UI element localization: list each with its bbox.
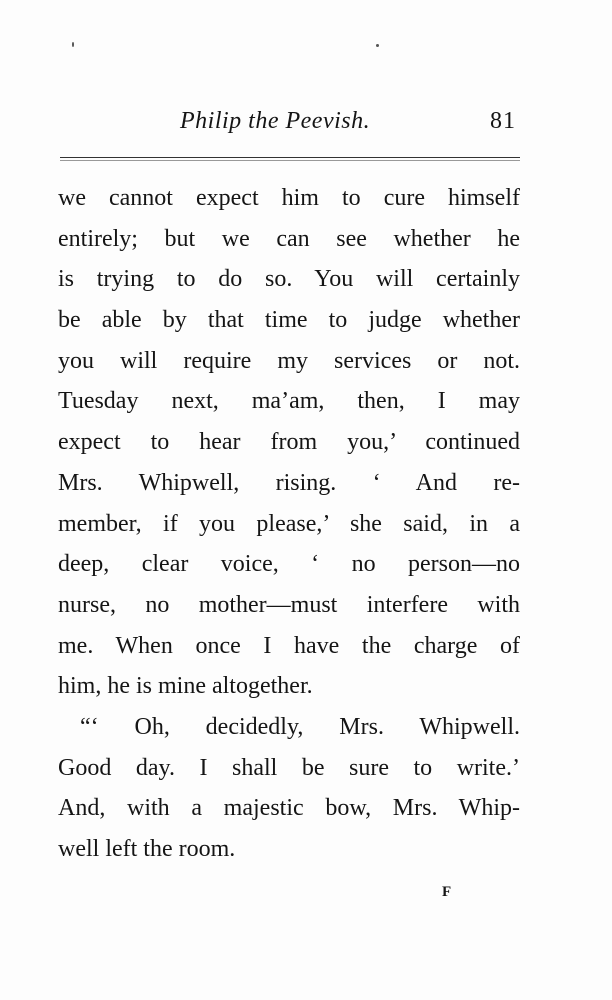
running-title: Philip the Peevish. <box>180 108 371 134</box>
text-line: you will require my services or not. <box>58 347 520 374</box>
text-line: entirely; but we can see whether he <box>58 225 520 252</box>
text-line: well left the room. <box>58 836 236 862</box>
page-header <box>60 108 520 148</box>
text-line: him, he is mine altogether. <box>58 673 313 700</box>
body-text <box>58 178 520 870</box>
signature-mark: F <box>442 884 452 900</box>
text-line: And, with a majestic bow, Mrs. Whip- <box>58 795 520 822</box>
header-rule <box>60 157 520 158</box>
text-line: Good day. I shall be sure to write.’ <box>58 754 520 781</box>
text-line: “‘ Oh, decidedly, Mrs. Whipwell. <box>80 713 520 740</box>
text-line: Tuesday next, ma’am, then, I may <box>58 388 520 415</box>
text-line: member, if you please,’ she said, in a <box>58 510 520 537</box>
page-number: 81 <box>490 108 516 134</box>
print-speck <box>376 44 379 47</box>
text-line: be able by that time to judge whether <box>58 307 520 334</box>
text-line: expect to hear from you,’ continued <box>58 429 520 456</box>
print-speck <box>72 42 74 47</box>
text-line: me. When once I have the charge of <box>58 632 520 659</box>
text-line: we cannot expect him to cure himself <box>58 185 520 211</box>
text-line: Mrs. Whipwell, rising. ‘ And re- <box>58 469 520 496</box>
text-line: nurse, no mother—must interfere with <box>58 591 520 618</box>
header-rule-shadow <box>60 160 520 161</box>
text-line: is trying to do so. You will certainly <box>58 266 520 293</box>
text-line: deep, clear voice, ‘ no person—no <box>58 551 520 578</box>
